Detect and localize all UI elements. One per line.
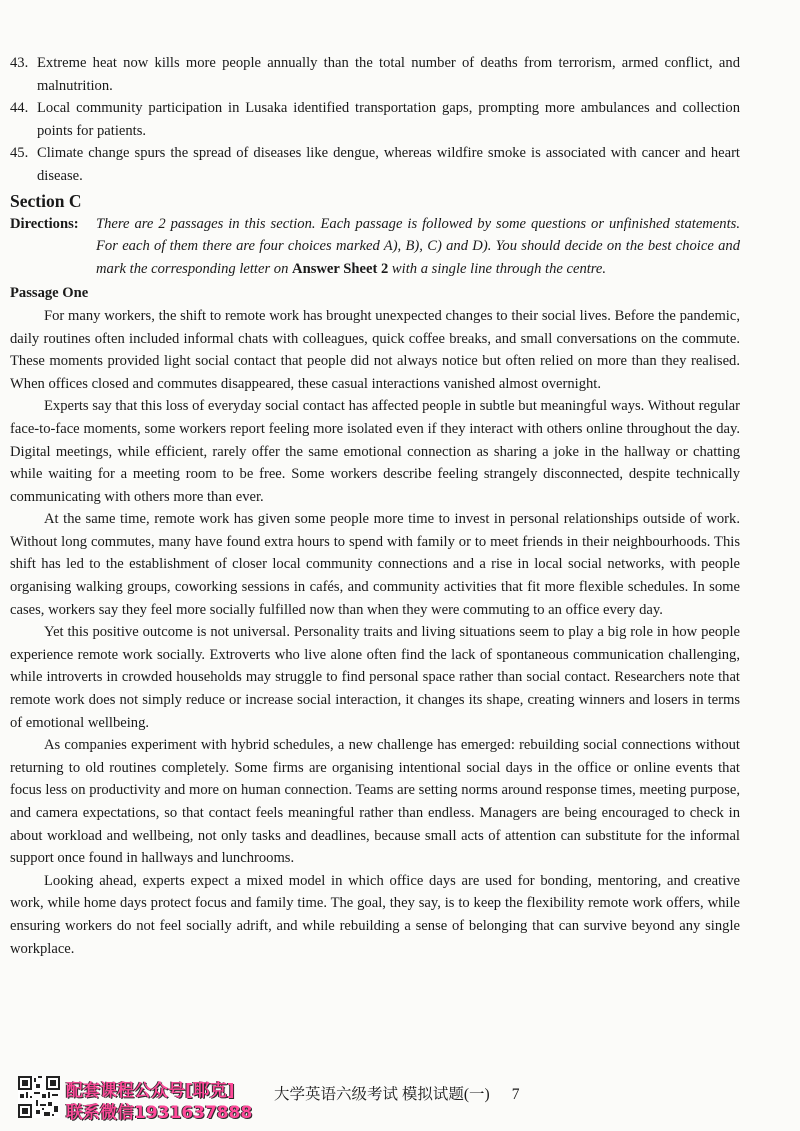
directions [10,213,740,281]
question-43 [10,52,740,97]
passage-paragraph: Experts say that this loss of everyday social contact has affected people in subtle but meaningful ways. Without regular face-to-face moments, some workers report feeling more isolated even if they interact with others online throughout the day. Digital meetings, while efficient, rarely offer the same emotional connection as sharing a joke in the hallway or chatting while waiting for a meeting room to be free. Some workers describe feeling strangely disconnected, despite technically communicating with others more than ever. [10,398,740,505]
passage-title: Passage One [10,285,89,302]
passage-paragraph: Looking ahead, experts expect a mixed model in which office days are used for bonding, mentoring, and creative work, while home days protect focus and family time. The goal, they say, is to keep the flexibility remote work offers, while ensuring workers do not feel socially adrift, and while rebuilding a sense of belonging that can survive beyond any single workplace. [10,872,740,957]
section-title: Section C [10,190,82,211]
question-number: 43. [10,55,29,71]
page-content [10,52,740,960]
directions-text [96,213,740,281]
question-number: 44. [10,100,29,117]
directions-text-part: There are 2 passages in this section. Each passage is followed by some questions or unfinished statements. For each of them there are four choices marked A), B), C) and D). You should decide on the best choice and mark the corresponding letter on [96,215,740,277]
watermark-line-2: 联系微信1931637888 [66,1103,253,1123]
passage-paragraph: At the same time, remote work has given some people more time to invest in personal relationships outside of work. Without long commutes, many have found extra hours to spend with family or to meet friends in their neighbourhoods. This shift has led to the establishment of closer local community connections and a rise in local social networks, with people organising walking groups, coworking sessions in cafés, and community activities that fit more flexible schedules. In some cases, workers say they feel more socially fulfilled now than when they were commuting to an office every day. [10,511,740,618]
page-footer [18,1076,618,1123]
passage-paragraph: For many workers, the shift to remote work has brought unexpected changes to their social lives. Before the pandemic, daily routines often included informal chats with colleagues, quick coffee breaks, and small conversations on the commute. These moments provided light social contact that people did not always notice but often relied on more than they realised. When offices closed and commutes disappeared, these casual interactions vanished almost overnight. [10,307,740,392]
answer-sheet-reference: Answer Sheet 2 [292,260,389,277]
question-text: Climate change spurs the spread of diseases like dengue, whereas wildfire smoke is associated with cancer and heart disease. [37,145,740,184]
question-number: 45. [10,145,29,162]
passage-paragraph: Yet this positive outcome is not universal. Personality traits and living situations seem to play a big role in how people experience remote work socially. Extroverts who live alone often find the lack of spontaneous communication challenging, while introverts in crowded households may struggle to find personal space rather than social contact. Researchers note that remote work does not simply reduce or increase social interaction, it changes its shape, creating winners and losers in terms of emotional wellbeing. [10,624,740,731]
exam-title: 大学英语六级考试 模拟试题(一) [274,1086,490,1103]
page-footer-label [274,1082,519,1104]
directions-label: Directions: [10,215,79,232]
watermark-line-1: 配套课程公众号[耶克] [66,1081,235,1101]
directions-text-part: with a single line through the centre. [388,260,607,277]
question-45 [10,142,740,187]
page-number: 7 [511,1086,520,1103]
question-text: Extreme heat now kills more people annually than the total number of deaths from terrorism, armed conflict, and malnutrition. [37,55,740,94]
passage-paragraph: As companies experiment with hybrid schedules, a new challenge has emerged: rebuilding social connections without returning to old routines completely. Some firms are organising intentional social days in the office or online events that focus less on productivity and more on human connection. Teams are setting norms around response times, meeting purpose, and camera expectations, so that contact feels meaningful rather than endless. Managers are being encouraged to check in about workload and wellbeing, not only tasks and deadlines, because small acts of attention can substitute for the informal support once found in hallways and lunchrooms. [10,737,740,867]
qr-code-icon [18,1076,60,1118]
question-text: Local community participation in Lusaka identified transportation gaps, prompting more ambulances and collection points for patients. [37,100,740,139]
question-44 [10,97,740,142]
